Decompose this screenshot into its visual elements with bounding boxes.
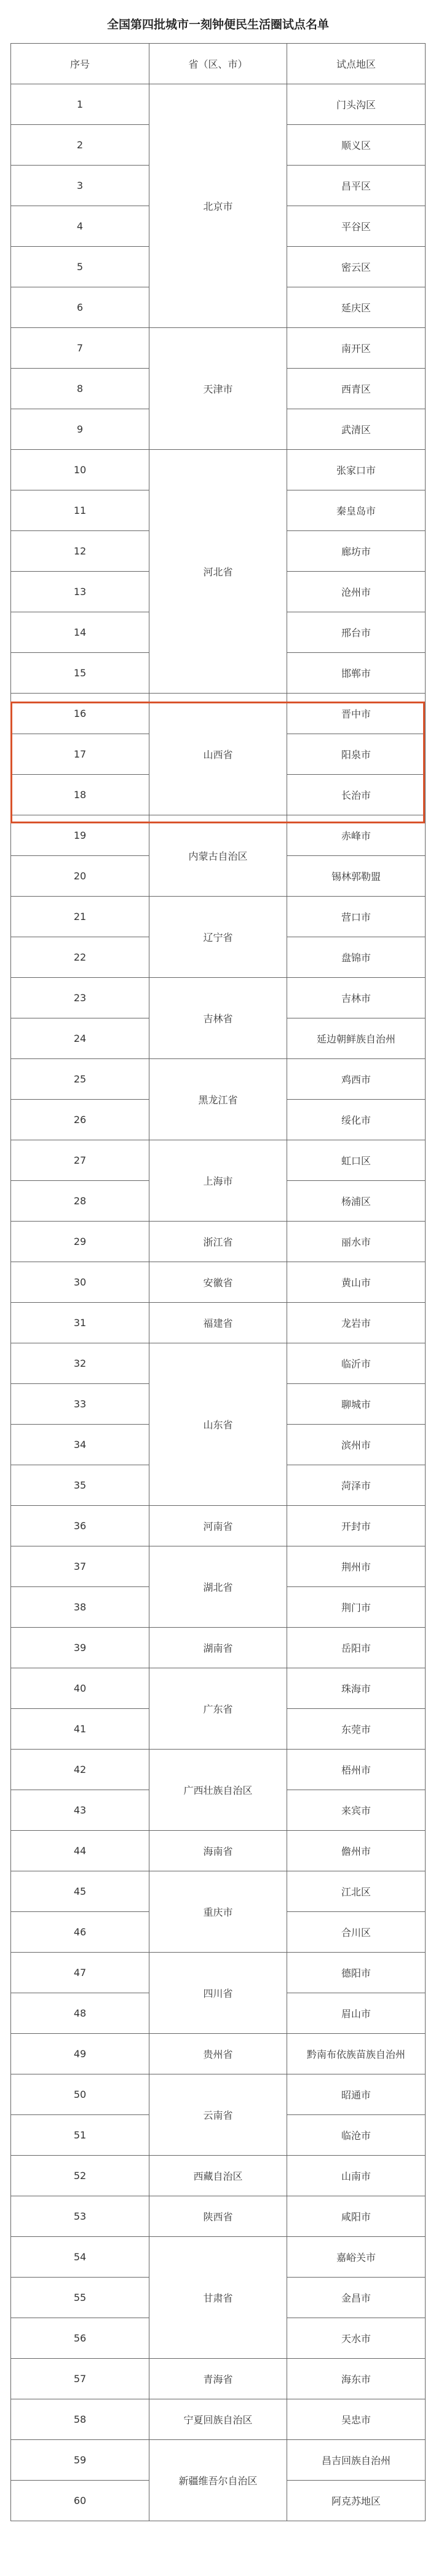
seq-cell: 25	[11, 1059, 149, 1100]
table-row	[11, 1343, 426, 1384]
table-row	[11, 1140, 426, 1181]
area-cell: 张家口市	[287, 450, 426, 490]
seq-cell: 35	[11, 1465, 149, 1506]
seq-cell: 53	[11, 2196, 149, 2237]
area-cell: 滨州市	[287, 1425, 426, 1465]
province-cell: 陕西省	[149, 2196, 287, 2237]
table-row	[11, 694, 426, 734]
area-cell: 开封市	[287, 1506, 426, 1546]
area-cell: 鸡西市	[287, 1059, 426, 1100]
province-cell: 北京市	[149, 84, 287, 328]
seq-cell: 50	[11, 2074, 149, 2115]
area-cell: 丽水市	[287, 1222, 426, 1262]
seq-cell: 52	[11, 2156, 149, 2196]
area-cell: 合川区	[287, 1912, 426, 1953]
table-row	[11, 815, 426, 856]
table-row	[11, 84, 426, 125]
table-row	[11, 1750, 426, 1790]
province-cell: 贵州省	[149, 2034, 287, 2074]
area-cell: 荆州市	[287, 1546, 426, 1587]
province-cell: 上海市	[149, 1140, 287, 1222]
province-cell: 天津市	[149, 328, 287, 450]
seq-cell: 7	[11, 328, 149, 369]
table-row	[11, 2196, 426, 2237]
table-row	[11, 2237, 426, 2278]
area-cell: 门头沟区	[287, 84, 426, 125]
area-cell: 绥化市	[287, 1100, 426, 1140]
table-row	[11, 2074, 426, 2115]
seq-cell: 51	[11, 2115, 149, 2156]
area-cell: 昌吉回族自治州	[287, 2440, 426, 2481]
seq-cell: 21	[11, 897, 149, 937]
area-cell: 菏泽市	[287, 1465, 426, 1506]
seq-cell: 2	[11, 125, 149, 166]
table-row	[11, 328, 426, 369]
area-cell: 延边朝鲜族自治州	[287, 1018, 426, 1059]
seq-cell: 31	[11, 1303, 149, 1343]
province-cell: 辽宁省	[149, 897, 287, 978]
province-cell: 云南省	[149, 2074, 287, 2156]
seq-cell: 20	[11, 856, 149, 897]
area-cell: 邢台市	[287, 612, 426, 653]
province-cell: 新疆维吾尔自治区	[149, 2440, 287, 2521]
seq-cell: 48	[11, 1993, 149, 2034]
seq-cell: 57	[11, 2359, 149, 2399]
table-row	[11, 450, 426, 490]
area-cell: 西青区	[287, 369, 426, 409]
area-cell: 锡林郭勒盟	[287, 856, 426, 897]
seq-cell: 33	[11, 1384, 149, 1425]
seq-cell: 1	[11, 84, 149, 125]
header-province: 省（区、市）	[149, 44, 287, 84]
seq-cell: 39	[11, 1628, 149, 1668]
seq-cell: 43	[11, 1790, 149, 1831]
province-cell: 山东省	[149, 1343, 287, 1506]
seq-cell: 40	[11, 1668, 149, 1709]
seq-cell: 10	[11, 450, 149, 490]
table-row	[11, 2399, 426, 2440]
seq-cell: 5	[11, 247, 149, 287]
area-cell: 赤峰市	[287, 815, 426, 856]
seq-cell: 44	[11, 1831, 149, 1871]
area-cell: 邯郸市	[287, 653, 426, 694]
seq-cell: 28	[11, 1181, 149, 1222]
area-cell: 顺义区	[287, 125, 426, 166]
table-row	[11, 2034, 426, 2074]
table-row	[11, 1953, 426, 1993]
seq-cell: 6	[11, 287, 149, 328]
province-cell: 山西省	[149, 694, 287, 815]
area-cell: 吉林市	[287, 978, 426, 1018]
seq-cell: 11	[11, 490, 149, 531]
table-body	[11, 84, 426, 2521]
province-cell: 重庆市	[149, 1871, 287, 1953]
area-cell: 虹口区	[287, 1140, 426, 1181]
table-row	[11, 2156, 426, 2196]
table-row	[11, 1668, 426, 1709]
seq-cell: 27	[11, 1140, 149, 1181]
area-cell: 荆门市	[287, 1587, 426, 1628]
province-cell: 安徽省	[149, 1262, 287, 1303]
area-cell: 黄山市	[287, 1262, 426, 1303]
area-cell: 珠海市	[287, 1668, 426, 1709]
page-title: 全国第四批城市一刻钟便民生活圈试点名单	[106, 18, 329, 31]
area-cell: 龙岩市	[287, 1303, 426, 1343]
seq-cell: 46	[11, 1912, 149, 1953]
area-cell: 临沧市	[287, 2115, 426, 2156]
area-cell: 密云区	[287, 247, 426, 287]
area-cell: 昭通市	[287, 2074, 426, 2115]
table-row	[11, 1506, 426, 1546]
table-header-row	[11, 44, 426, 84]
province-cell: 西藏自治区	[149, 2156, 287, 2196]
area-cell: 东莞市	[287, 1709, 426, 1750]
area-cell: 海东市	[287, 2359, 426, 2399]
province-cell: 福建省	[149, 1303, 287, 1343]
seq-cell: 24	[11, 1018, 149, 1059]
area-cell: 临沂市	[287, 1343, 426, 1384]
table-row	[11, 897, 426, 937]
province-cell: 浙江省	[149, 1222, 287, 1262]
seq-cell: 22	[11, 937, 149, 978]
seq-cell: 4	[11, 206, 149, 247]
seq-cell: 30	[11, 1262, 149, 1303]
province-cell: 湖南省	[149, 1628, 287, 1668]
table-row	[11, 1871, 426, 1912]
seq-cell: 47	[11, 1953, 149, 1993]
province-cell: 吉林省	[149, 978, 287, 1059]
area-cell: 梧州市	[287, 1750, 426, 1790]
seq-cell: 42	[11, 1750, 149, 1790]
pilot-list-table	[10, 43, 426, 2521]
area-cell: 昌平区	[287, 166, 426, 206]
table-row	[11, 1831, 426, 1871]
table-row	[11, 1546, 426, 1587]
province-cell: 湖北省	[149, 1546, 287, 1628]
area-cell: 眉山市	[287, 1993, 426, 2034]
header-seq: 序号	[11, 44, 149, 84]
province-cell: 青海省	[149, 2359, 287, 2399]
area-cell: 延庆区	[287, 287, 426, 328]
area-cell: 岳阳市	[287, 1628, 426, 1668]
seq-cell: 29	[11, 1222, 149, 1262]
table-row	[11, 1303, 426, 1343]
province-cell: 黑龙江省	[149, 1059, 287, 1140]
area-cell: 秦皇岛市	[287, 490, 426, 531]
area-cell: 盘锦市	[287, 937, 426, 978]
province-cell: 广东省	[149, 1668, 287, 1750]
area-cell: 儋州市	[287, 1831, 426, 1871]
area-cell: 江北区	[287, 1871, 426, 1912]
seq-cell: 60	[11, 2481, 149, 2521]
area-cell: 聊城市	[287, 1384, 426, 1425]
seq-cell: 56	[11, 2318, 149, 2359]
area-cell: 嘉峪关市	[287, 2237, 426, 2278]
table-row	[11, 1262, 426, 1303]
seq-cell: 34	[11, 1425, 149, 1465]
area-cell: 杨浦区	[287, 1181, 426, 1222]
area-cell: 阳泉市	[287, 734, 426, 775]
area-cell: 廊坊市	[287, 531, 426, 572]
seq-cell: 8	[11, 369, 149, 409]
province-cell: 甘肃省	[149, 2237, 287, 2359]
province-cell: 河北省	[149, 450, 287, 694]
province-cell: 河南省	[149, 1506, 287, 1546]
seq-cell: 17	[11, 734, 149, 775]
seq-cell: 16	[11, 694, 149, 734]
seq-cell: 15	[11, 653, 149, 694]
seq-cell: 41	[11, 1709, 149, 1750]
seq-cell: 54	[11, 2237, 149, 2278]
seq-cell: 3	[11, 166, 149, 206]
seq-cell: 38	[11, 1587, 149, 1628]
area-cell: 晋中市	[287, 694, 426, 734]
seq-cell: 59	[11, 2440, 149, 2481]
seq-cell: 45	[11, 1871, 149, 1912]
area-cell: 吴忠市	[287, 2399, 426, 2440]
seq-cell: 36	[11, 1506, 149, 1546]
area-cell: 阿克苏地区	[287, 2481, 426, 2521]
area-cell: 沧州市	[287, 572, 426, 612]
seq-cell: 26	[11, 1100, 149, 1140]
province-cell: 宁夏回族自治区	[149, 2399, 287, 2440]
area-cell: 山南市	[287, 2156, 426, 2196]
province-cell: 海南省	[149, 1831, 287, 1871]
area-cell: 营口市	[287, 897, 426, 937]
province-cell: 四川省	[149, 1953, 287, 2034]
table-row	[11, 1059, 426, 1100]
seq-cell: 37	[11, 1546, 149, 1587]
table-row	[11, 1628, 426, 1668]
seq-cell: 9	[11, 409, 149, 450]
seq-cell: 55	[11, 2278, 149, 2318]
area-cell: 咸阳市	[287, 2196, 426, 2237]
seq-cell: 13	[11, 572, 149, 612]
header-area: 试点地区	[287, 44, 426, 84]
area-cell: 武清区	[287, 409, 426, 450]
table-row	[11, 2440, 426, 2481]
area-cell: 平谷区	[287, 206, 426, 247]
table-row	[11, 978, 426, 1018]
table-row	[11, 1222, 426, 1262]
area-cell: 金昌市	[287, 2278, 426, 2318]
seq-cell: 58	[11, 2399, 149, 2440]
area-cell: 德阳市	[287, 1953, 426, 1993]
seq-cell: 32	[11, 1343, 149, 1384]
seq-cell: 12	[11, 531, 149, 572]
seq-cell: 19	[11, 815, 149, 856]
seq-cell: 18	[11, 775, 149, 815]
area-cell: 黔南布依族苗族自治州	[287, 2034, 426, 2074]
table-row	[11, 2359, 426, 2399]
area-cell: 南开区	[287, 328, 426, 369]
seq-cell: 49	[11, 2034, 149, 2074]
area-cell: 长治市	[287, 775, 426, 815]
seq-cell: 14	[11, 612, 149, 653]
area-cell: 天水市	[287, 2318, 426, 2359]
province-cell: 内蒙古自治区	[149, 815, 287, 897]
province-cell: 广西壮族自治区	[149, 1750, 287, 1831]
seq-cell: 23	[11, 978, 149, 1018]
area-cell: 来宾市	[287, 1790, 426, 1831]
